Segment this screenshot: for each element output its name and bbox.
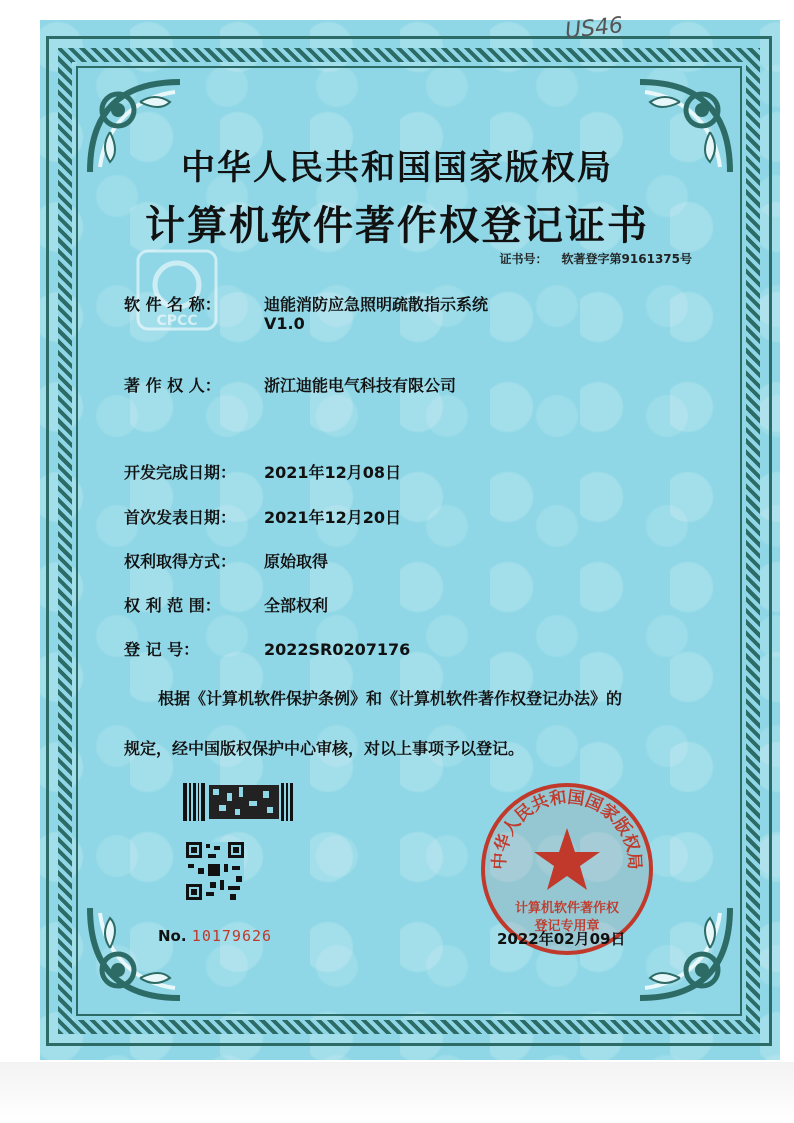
certificate-title: 计算机软件著作权登记证书 xyxy=(145,202,649,249)
certificate-number xyxy=(486,250,692,267)
first-publish-date-value: 2021年12月20日 xyxy=(264,508,402,527)
seal-arc-text: 中华人民共和国国家版权局 xyxy=(489,787,645,871)
qr-code-image xyxy=(186,842,244,900)
software-name-value: 迪能消防应急照明疏散指示系统 xyxy=(264,295,489,314)
rights-scope-value: 全部权利 xyxy=(264,596,329,615)
software-name-label: 软 件 名 称： xyxy=(124,295,221,314)
acquisition-method-row xyxy=(124,549,328,572)
statement-line-1: 根据《计算机软件保护条例》和《计算机软件著作权登记办法》的 xyxy=(158,689,623,708)
certificate-number-label: 证书号： xyxy=(499,252,548,266)
registration-number-label: 登 记 号： xyxy=(124,640,200,659)
software-version-value: V1.0 xyxy=(264,314,305,333)
issue-date: 2022年02月09日 xyxy=(497,930,626,948)
statement-line-2: 规定，经中国版权保护中心审核，对以上事项予以登记。 xyxy=(124,739,525,758)
acquisition-method-value: 原始取得 xyxy=(264,552,329,571)
first-publish-date-label: 首次发表日期： xyxy=(124,508,237,527)
serial-number-label: No. xyxy=(158,927,187,945)
seal-line-1: 计算机软件著作权 xyxy=(514,901,620,916)
acquisition-method-label: 权利取得方式： xyxy=(124,552,237,571)
serial-number-value: 10179626 xyxy=(191,927,273,945)
serial-number xyxy=(158,927,272,945)
seal-line-2: 登记专用章 xyxy=(534,919,600,934)
scan-edge xyxy=(780,0,794,1123)
handwritten-note: US46 xyxy=(563,13,625,44)
rights-scope-row xyxy=(124,593,328,616)
copyright-owner-value: 浙江迪能电气科技有限公司 xyxy=(264,376,457,395)
corner-ornament xyxy=(80,898,190,1008)
cpcc-logo-watermark xyxy=(132,245,222,335)
completion-date-row xyxy=(124,460,401,483)
barcode-image xyxy=(183,783,293,821)
copyright-owner-label: 著 作 权 人： xyxy=(124,376,221,395)
rights-scope-label: 权 利 范 围： xyxy=(124,596,221,615)
registration-number-value: 2022SR0207176 xyxy=(264,640,411,659)
issuer-title: 中华人民共和国国家版权局 xyxy=(181,148,613,188)
scan-bottom-margin xyxy=(0,1062,794,1123)
first-publish-date-row xyxy=(124,505,401,528)
registration-number-row xyxy=(124,637,410,660)
completion-date-value: 2021年12月08日 xyxy=(264,463,402,482)
certificate-number-value: 软著登字第9161375号 xyxy=(561,252,692,266)
copyright-owner-row xyxy=(124,373,456,396)
completion-date-label: 开发完成日期： xyxy=(124,463,237,482)
cpcc-logo-text: CPCC xyxy=(156,313,198,329)
